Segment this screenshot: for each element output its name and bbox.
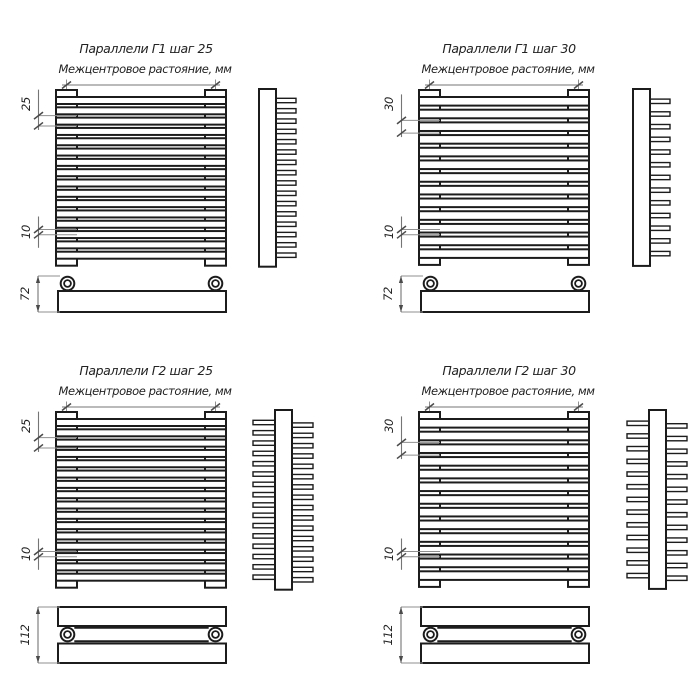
dimension-gap: 10 (382, 224, 396, 240)
diagram-parallels-g1-step30 (363, 0, 700, 350)
diagram-parallels-g2-step30 (363, 322, 700, 672)
center-distance-label: Межцентровое растояние, мм (421, 384, 595, 398)
dimension-pitch: 25 (19, 96, 33, 112)
center-distance-label: Межцентровое растояние, мм (58, 384, 232, 398)
dimension-depth: 72 (18, 286, 32, 302)
diagram-title: Параллели Г2 шаг 30 (442, 363, 576, 378)
dimension-pitch: 30 (382, 96, 396, 112)
diagram-title: Параллели Г2 шаг 25 (79, 363, 213, 378)
diagram-title: Параллели Г1 шаг 25 (79, 41, 213, 56)
dimension-gap: 10 (19, 546, 33, 562)
dimension-gap: 10 (19, 224, 33, 240)
dimension-depth: 72 (381, 286, 395, 302)
center-distance-label: Межцентровое растояние, мм (58, 62, 232, 76)
dimension-depth: 112 (381, 624, 395, 646)
diagram-parallels-g2-step25 (0, 322, 350, 672)
dimension-gap: 10 (382, 546, 396, 562)
diagram-parallels-g1-step25 (0, 0, 350, 350)
center-distance-label: Межцентровое растояние, мм (421, 62, 595, 76)
dimension-pitch: 25 (19, 418, 33, 434)
diagram-title: Параллели Г1 шаг 30 (442, 41, 576, 56)
dimension-depth: 112 (18, 624, 32, 646)
dimension-pitch: 30 (382, 418, 396, 434)
